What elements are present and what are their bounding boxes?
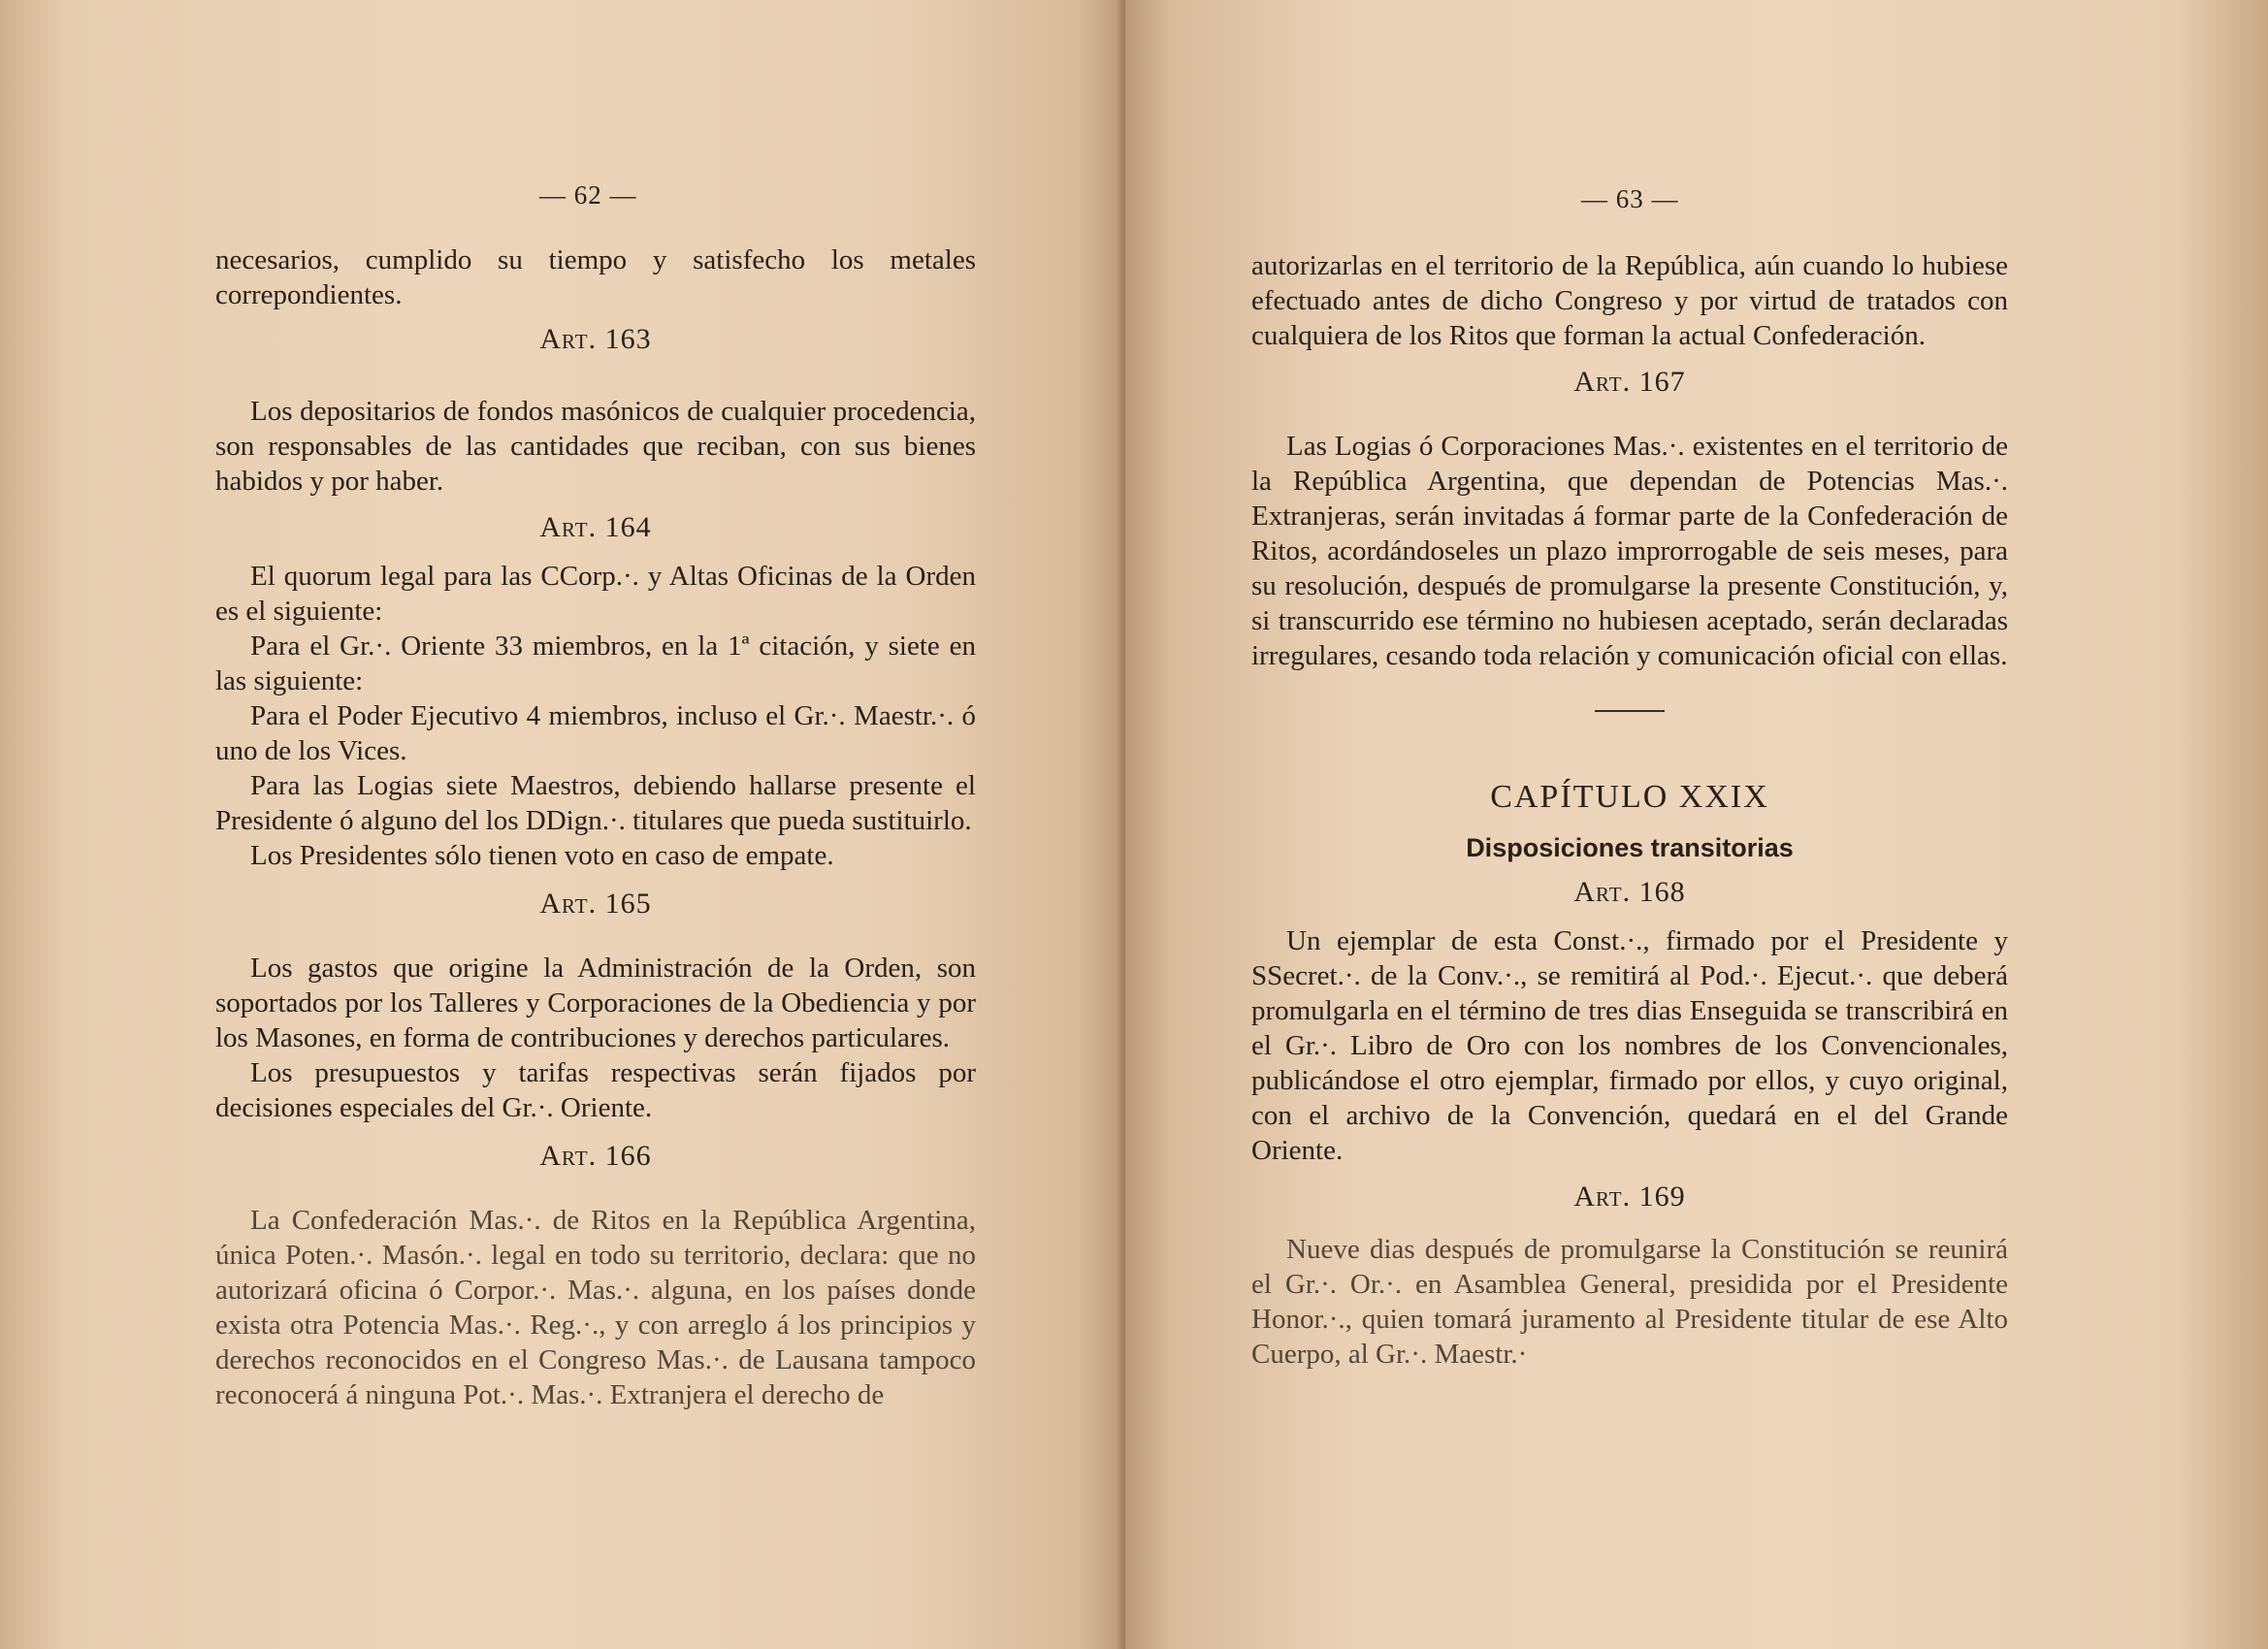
article-163-paragraph: Los depositarios de fondos masónicos de cualquier procedencia, son responsables de las cantidades que reciban, con sus bienes habidos y por haber. bbox=[215, 396, 976, 497]
right-page-text bbox=[1251, 248, 2008, 1372]
article-165-paragraph: Los gastos que origine la Administración de la Orden, son soportados por los Talleres y Corporaciones de la Obediencia y por los Masones, en forma de contribuciones y derechos particulares. bbox=[215, 953, 976, 1053]
opening-line: correpondientes. bbox=[215, 279, 403, 310]
article-heading-163: Art. 163 bbox=[539, 323, 652, 355]
article-166-paragraph: La Confederación Mas.·. de Ritos en la República Argentina, única Poten.·. Masón.·. legal en todo su territorio, declara: que no autorizará oficina ó Corpor.·. Mas.·. alguna, en los países donde exista otra Potencia Mas.·. Reg.·., y con arreglo á los principios y derechos reconocidos en el Congreso Mas.·. de Lausana tampoco reconocerá á ninguna Pot.·. Mas.·. Extranjera el derecho de bbox=[215, 1205, 976, 1410]
right-page bbox=[1125, 0, 2268, 1649]
section-divider bbox=[1595, 710, 1665, 712]
page-number-right: — 63 — bbox=[1581, 184, 1679, 213]
article-164-paragraph: Los Presidentes sólo tienen voto en caso de empate. bbox=[250, 840, 834, 871]
continuation-paragraph: autorizarlas en el territorio de la República, aún cuando lo hubiese efectuado antes de dicho Congreso y por virtud de tratados con cualquiera de los Ritos que forman la actual Confederación. bbox=[1251, 250, 2008, 351]
article-164-paragraph: El quorum legal para las CCorp.·. y Altas Oficinas de la Orden es el siguiente: bbox=[215, 561, 976, 627]
article-heading-165: Art. 165 bbox=[539, 888, 652, 920]
article-164-paragraph: Para el Poder Ejecutivo 4 miembros, incluso el Gr.·. Maestr.·. ó uno de los Vices. bbox=[215, 700, 976, 766]
article-heading-166: Art. 166 bbox=[539, 1140, 652, 1172]
article-169-paragraph: Nueve dias después de promulgarse la Constitución se reunirá el Gr.·. Or.·. en Asamblea General, presidida por el Presidente Honor.·., quien tomará juramento al Presidente titular de ese Alto Cuerpo, al Gr.·. Maestr.· bbox=[1251, 1234, 2008, 1370]
article-164-paragraph: Para el Gr.·. Oriente 33 miembros, en la 1ª citación, y siete en las siguiente: bbox=[215, 630, 976, 696]
article-164-paragraph: Para las Logias siete Maestros, debiendo hallarse presente el Presidente ó alguno del los DDign.·. titulares que pueda sustituirlo. bbox=[215, 770, 976, 836]
chapter-title: CAPÍTULO XXIX bbox=[1490, 779, 1769, 815]
article-heading-169: Art. 169 bbox=[1573, 1180, 1686, 1212]
section-title: Disposiciones transitorias bbox=[1466, 833, 1794, 862]
article-167-paragraph: Las Logias ó Corporaciones Mas.·. existentes en el territorio de la República Argentina, que dependan de Potencias Mas.·. Extranjeras, serán invitadas á formar parte de la Confederación de Ritos, acordándoseles un plazo improrrogable de seis meses, para su resolución, después de promulgarse la presente Constitución, y, si transcurrido ese término no hubiesen aceptado, serán declaradas irregulares, cesando toda relación y comunicación oficial con ellas. bbox=[1251, 431, 2008, 671]
left-page-text bbox=[215, 242, 976, 1412]
page-number-left: — 62 — bbox=[539, 180, 637, 210]
left-page bbox=[0, 0, 1125, 1649]
article-168-paragraph: Un ejemplar de esta Const.·., firmado por el Presidente y SSecret.·. de la Conv.·., se remitirá al Pod.·. Ejecut.·. que deberá promulgarla en el término de tres dias Enseguida se transcribirá en el Gr.·. Libro de Oro con los nombres de los Convencionales, publicándose el otro ejemplar, firmado por ellos, y cuyo original, con el archivo de la Convención, quedará en el del Grande Oriente. bbox=[1251, 925, 2008, 1166]
article-165-paragraph: Los presupuestos y tarifas respectivas serán fijados por decisiones especiales del Gr.·. Oriente. bbox=[215, 1057, 976, 1123]
article-heading-168: Art. 168 bbox=[1573, 876, 1686, 908]
opening-line: necesarios, cumplido su tiempo y satisfecho los metales bbox=[215, 244, 976, 275]
article-heading-164: Art. 164 bbox=[539, 511, 652, 543]
article-heading-167: Art. 167 bbox=[1573, 366, 1686, 398]
